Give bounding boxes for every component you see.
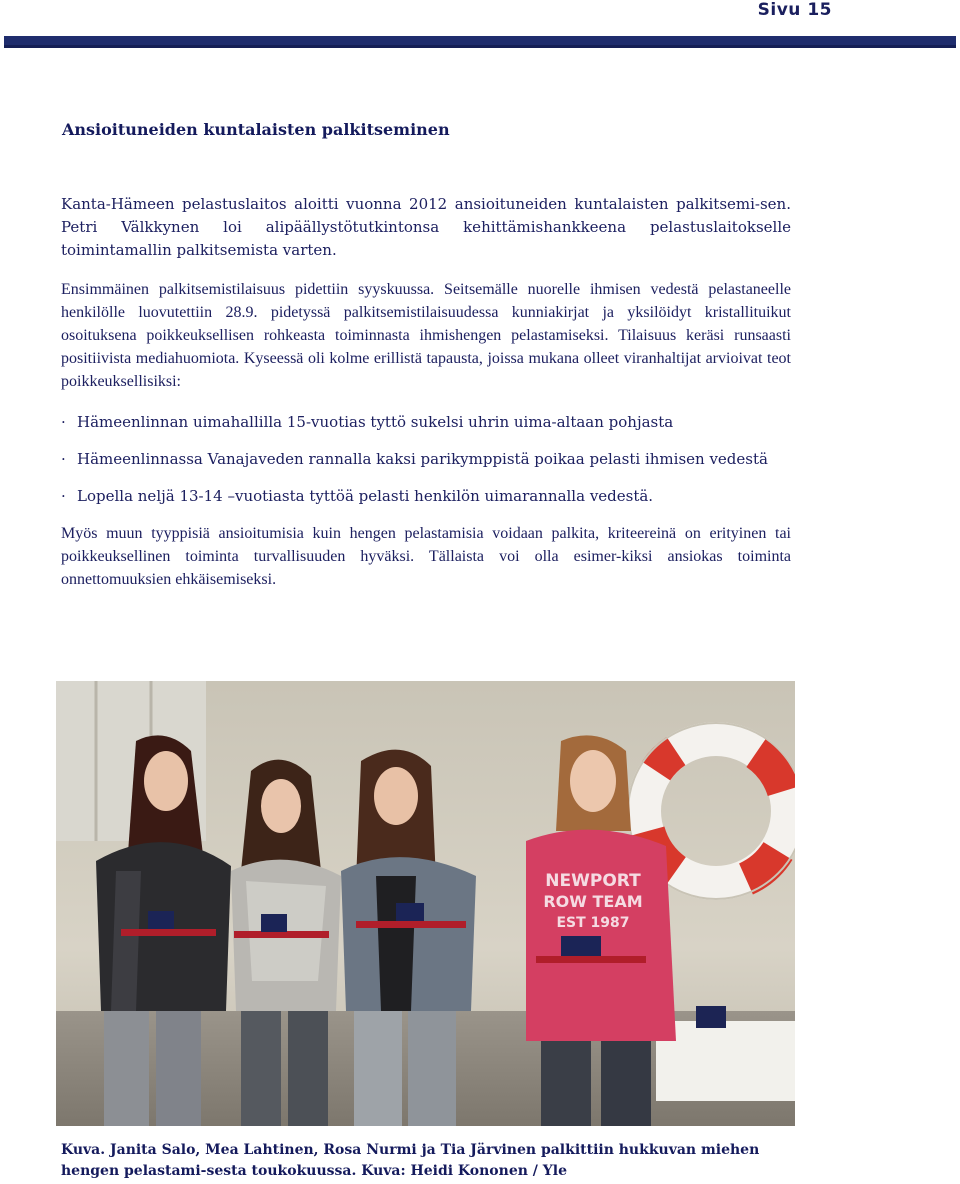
list-item-text: Hämeenlinnassa Vanajaveden rannalla kaksi parikymppistä poikaa pelasti ihmisen vedestä xyxy=(77,450,768,468)
list-item xyxy=(61,410,811,434)
incident-list xyxy=(61,410,811,521)
shirt-print-line1: NEWPORT xyxy=(545,871,641,891)
bullet-icon: · xyxy=(61,413,66,431)
shirt-print-line2: ROW TEAM xyxy=(543,892,643,911)
bullet-icon: · xyxy=(61,450,66,468)
table xyxy=(656,1021,795,1101)
list-item-text: Lopella neljä 13-14 –vuotiasta tyttöä pelasti henkilön uimarannalla vedestä. xyxy=(77,487,654,505)
award-photo xyxy=(56,681,795,1126)
photo-caption: Kuva. Janita Salo, Mea Lahtinen, Rosa Nurmi ja Tia Järvinen palkittiin hukkuvan miehen hengen pelastami-sesta toukokuussa. Kuva: Heidi Kononen / Yle xyxy=(61,1142,760,1179)
paragraph-criteria: Myös muun tyyppisiä ansioitumisia kuin hengen pelastamisia voidaan palkita, kriteereinä on erityinen tai poikkeuksellinen toiminta turvallisuuden hyväksi. Tällaista voi olla esimer-kiksi ansiokas toiminta onnettomuuksien ehkäisemiseksi. xyxy=(61,525,791,588)
article-title: Ansioituneiden kuntalaisten palkitseminen xyxy=(62,120,450,139)
page-number: Sivu 15 xyxy=(757,0,832,20)
shirt-print-line3: EST 1987 xyxy=(556,915,630,931)
list-item xyxy=(61,484,811,508)
paragraph-event: Ensimmäinen palkitsemistilaisuus pidettiin syyskuussa. Seitsemälle nuorelle ihmisen vedestä pelastaneelle henkilölle luovutettiin 28.9. pidetyssä palkitsemistilaisuudessa kunniakirjat ja yksilöidyt kristallituikut osoituksena poikkeuksellisen rohkeasta toiminnasta ihmishengen pelastamiseksi. Tilaisuus keräsi runsaasti positiivista mediahuomiota. Kyseessä oli kolme erillistä tapausta, joissa mukana olleet viranhaltijat arvioivat teot poikkeuksellisiksi: xyxy=(61,281,791,390)
header-bar xyxy=(4,36,956,48)
list-item xyxy=(61,447,811,471)
bullet-icon: · xyxy=(61,487,66,505)
list-item-text: Hämeenlinnan uimahallilla 15-vuotias tyttö sukelsi uhrin uima-altaan pohjasta xyxy=(77,413,674,431)
paragraph-intro: Kanta-Hämeen pelastuslaitos aloitti vuonna 2012 ansioituneiden kuntalaisten palkitsemi-sen. Petri Välkkynen loi alipäällystötutkintonsa kehittämishankkeena pelastuslaitokselle toimintamallin palkitsemista varten. xyxy=(61,195,791,259)
award-box xyxy=(696,1006,726,1028)
award-photo-illustration xyxy=(56,681,795,1126)
